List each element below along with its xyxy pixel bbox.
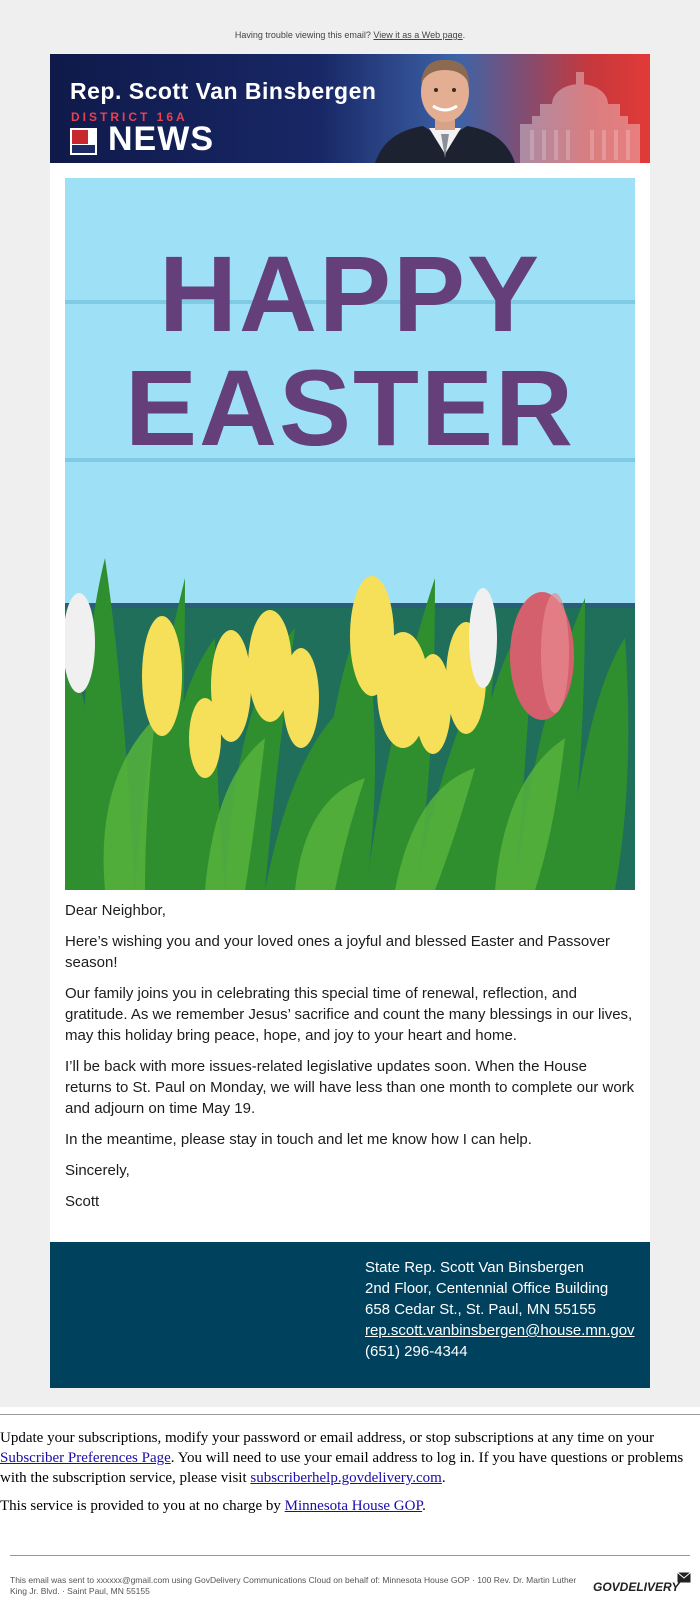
divider — [10, 1555, 690, 1556]
service-notice: This service is provided to you at no charge by Minnesota House GOP. — [0, 1498, 426, 1514]
banner-representative-name: Rep. Scott Van Binsbergen — [70, 78, 377, 104]
email-card — [50, 54, 650, 1388]
letter-signature: Scott — [65, 1193, 100, 1210]
divider — [0, 1414, 700, 1415]
contact-name: State Rep. Scott Van Binsbergen — [365, 1259, 585, 1276]
letter-closing: Sincerely, — [65, 1162, 130, 1179]
newsletter-banner — [50, 54, 650, 163]
letter-body — [65, 900, 637, 1222]
view-online-note: Having trouble viewing this email? View it as a Web page. — [234, 30, 466, 40]
subscriber-preferences-link[interactable]: Subscriber Preferences Page — [0, 1450, 171, 1466]
banner-district: DISTRICT 16A — [71, 110, 188, 124]
contact-address: 658 Cedar St., St. Paul, MN 55155 — [365, 1301, 596, 1318]
contact-email-link[interactable]: rep.scott.vanbinsbergen@house.mn.gov — [365, 1322, 635, 1339]
banner-news-title: NEWS — [108, 120, 214, 158]
letter-paragraph-1: Here’s wishing you and your loved ones a joyful and blessed Easter and Passover season! — [65, 933, 611, 971]
contact-office: 2nd Floor, Centennial Office Building — [365, 1280, 609, 1297]
letter-paragraph-3: I’ll be back with more issues-related legislative updates soon. When the House returns to St. Paul on Monday, we will have less than one month to complete our work and adjourn on time May 19. — [65, 1058, 635, 1117]
capitol-building-icon — [510, 54, 650, 163]
govdelivery-logo: GOVDELIVERY — [593, 1580, 680, 1594]
hero-happy-text: HAPPY — [158, 233, 542, 354]
letter-paragraph-4: In the meantime, please stay in touch and let me know how I can help. — [65, 1131, 532, 1148]
subscription-notice: Update your subscriptions, modify your password or email address, or stop subscriptions at any time on your Subscriber Preferences Page. You will need to use your email address to log in. If you have questions or problems with the subscription service, please visit subscriberhelp.govdelivery.com. — [0, 1430, 684, 1486]
representative-portrait — [365, 54, 525, 163]
minnesota-house-gop-link[interactable]: Minnesota House GOP — [284, 1498, 423, 1514]
contact-footer — [50, 1242, 650, 1388]
letter-paragraph-2: Our family joins you in celebrating this special time of renewal, reflection, and gratitude. As we remember Jesus’ sacrifice and count the many blessings in our lives, may this holiday bring peace, hope, and joy to your heart and home. — [65, 985, 633, 1044]
house-gop-logo-icon — [70, 128, 97, 155]
letter-greeting: Dear Neighbor, — [65, 902, 166, 919]
view-online-text: Having trouble viewing this email? — [234, 30, 371, 40]
fine-print: This email was sent to xxxxxx@gmail.com using GovDelivery Communications Cloud on behalf of: Minnesota House GOP · 100 Rev. Dr. Martin Luther King Jr. Blvd. · Saint Paul, MN 55155 — [10, 1575, 577, 1596]
view-web-page-link[interactable]: View it as a Web page — [373, 30, 463, 40]
happy-easter-image — [65, 178, 635, 890]
contact-phone: (651) 296-4344 — [365, 1343, 468, 1360]
subscriber-help-link[interactable]: subscriberhelp.govdelivery.com — [250, 1470, 442, 1486]
hero-easter-text: EASTER — [124, 347, 576, 468]
contact-block — [365, 1257, 635, 1362]
